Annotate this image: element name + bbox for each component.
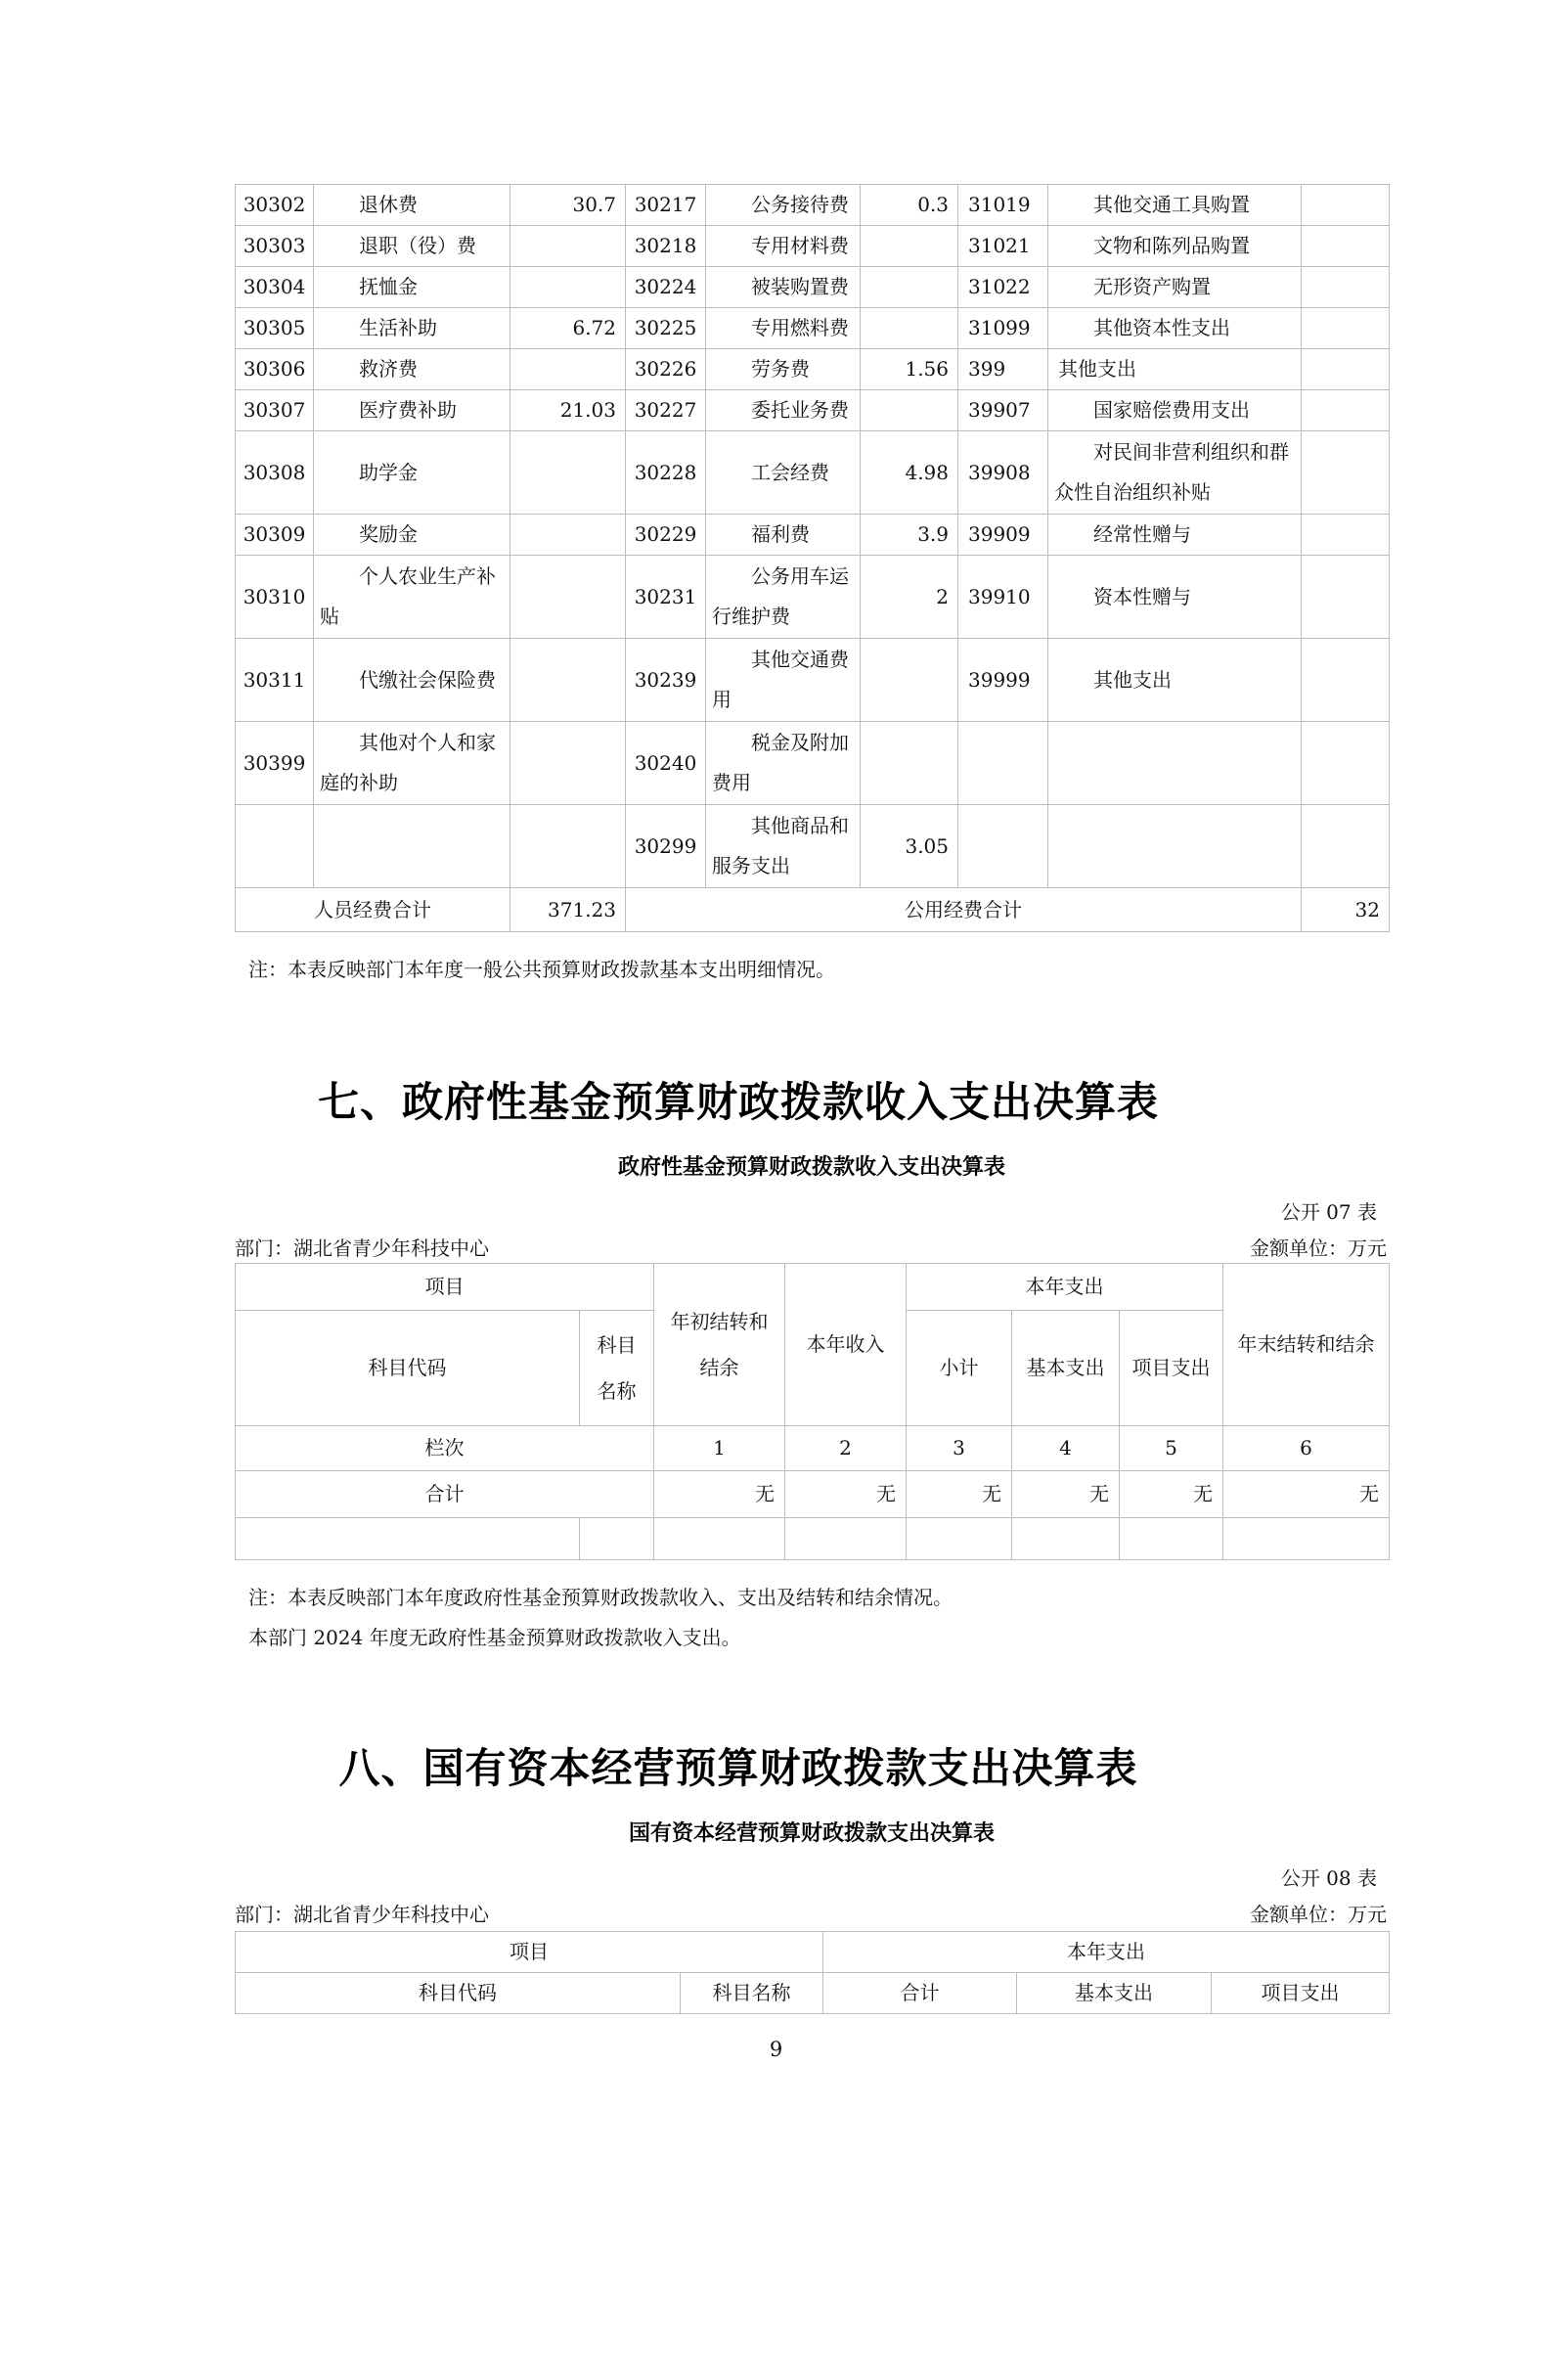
empty-cell: [580, 1518, 654, 1560]
code-cell: 30307: [236, 390, 314, 431]
income-header-cell: 本年收入: [785, 1264, 907, 1426]
name-cell: 委托业务费: [706, 390, 861, 431]
code-cell: 30310: [236, 556, 314, 639]
column-index-cell: 6: [1223, 1426, 1390, 1471]
value-cell: [1302, 431, 1390, 515]
table-row: [236, 185, 1390, 226]
empty-cell: [314, 805, 510, 888]
value-cell: [861, 722, 958, 805]
basic-header-cell: 基本支出: [1017, 1973, 1212, 2014]
column-index-cell: 2: [785, 1426, 907, 1471]
empty-cell: [958, 722, 1048, 805]
name-cell: 劳务费: [706, 349, 861, 390]
table-row: [236, 556, 1390, 639]
subtotal-header-cell: 小计: [907, 1311, 1012, 1426]
empty-cell: [1048, 722, 1302, 805]
name-cell: 专用材料费: [706, 226, 861, 267]
value-cell: [510, 722, 626, 805]
name-cell: 资本性赠与: [1048, 556, 1302, 639]
code-cell: 30239: [626, 639, 706, 722]
basic-header-cell: 基本支出: [1012, 1311, 1120, 1426]
code-cell: 30226: [626, 349, 706, 390]
section-7-subtitle: 政府性基金预算财政拨款收入支出决算表: [617, 1155, 1005, 1180]
code-cell: 30225: [626, 308, 706, 349]
name-cell: 助学金: [314, 431, 510, 515]
empty-cell: [654, 1518, 785, 1560]
total-value-cell: 无: [1223, 1471, 1390, 1518]
column-index-row: [236, 1426, 1390, 1471]
value-cell: [1302, 267, 1390, 308]
name-cell: 公务用车运行维护费: [706, 556, 861, 639]
item-header-cell: 项目: [236, 1264, 654, 1311]
empty-cell: [510, 805, 626, 888]
code-cell: 31021: [958, 226, 1048, 267]
code-cell: 30311: [236, 639, 314, 722]
unit-label: 金额单位：万元: [1250, 1903, 1387, 1926]
name-cell: 其他对个人和家庭的补助: [314, 722, 510, 805]
code-cell: 30224: [626, 267, 706, 308]
value-cell: [510, 226, 626, 267]
name-cell: 退休费: [314, 185, 510, 226]
public-total-label: 公用经费合计: [626, 888, 1302, 932]
department-line: [235, 1233, 1389, 1261]
name-header-cell: 科目名称: [580, 1311, 654, 1426]
name-cell: 经常性赠与: [1048, 515, 1302, 556]
code-header-cell: 科目代码: [236, 1973, 681, 2014]
name-cell: 其他交通工具购置: [1048, 185, 1302, 226]
code-header-cell: 科目代码: [236, 1311, 580, 1426]
name-cell: 其他支出: [1048, 639, 1302, 722]
value-cell: [1302, 639, 1390, 722]
expend-header-cell: 本年支出: [823, 1932, 1390, 1973]
personnel-total-value: 371.23: [510, 888, 626, 932]
name-cell: 国家赔偿费用支出: [1048, 390, 1302, 431]
section-8-heading: 八、国有资本经营预算财政拨款支出决算表: [338, 1744, 1138, 1792]
table-row: [236, 390, 1390, 431]
table-row: [236, 639, 1390, 722]
value-cell: [1302, 226, 1390, 267]
table-row: [236, 431, 1390, 515]
table-row: [236, 805, 1390, 888]
empty-cell: [1302, 722, 1390, 805]
end-balance-header-cell: 年末结转和结余: [1223, 1264, 1390, 1426]
total-value-cell: 无: [1120, 1471, 1223, 1518]
name-cell: 代缴社会保险费: [314, 639, 510, 722]
total-value-cell: 无: [1012, 1471, 1120, 1518]
section-7-heading: 七、政府性基金预算财政拨款收入支出决算表: [317, 1078, 1159, 1126]
total-value-cell: 无: [785, 1471, 907, 1518]
state-capital-budget-table: [235, 1931, 1390, 2014]
code-cell: 30227: [626, 390, 706, 431]
value-cell: 3.9: [861, 515, 958, 556]
code-cell: 30218: [626, 226, 706, 267]
name-cell: 医疗费补助: [314, 390, 510, 431]
name-cell: 对民间非营利组织和群众性自治组织补贴: [1048, 431, 1302, 515]
code-cell: 30231: [626, 556, 706, 639]
value-cell: 3.05: [861, 805, 958, 888]
sheet-number-07: 公开 07 表: [1280, 1200, 1377, 1224]
code-cell: 30305: [236, 308, 314, 349]
code-cell: 399: [958, 349, 1048, 390]
item-header-cell: 项目: [236, 1932, 823, 1973]
name-cell: 其他资本性支出: [1048, 308, 1302, 349]
header-row: [236, 1932, 1390, 1973]
personnel-total-label: 人员经费合计: [236, 888, 510, 932]
value-cell: [510, 349, 626, 390]
value-cell: 2: [861, 556, 958, 639]
total-value-cell: 无: [907, 1471, 1012, 1518]
name-cell: 工会经费: [706, 431, 861, 515]
name-cell: 文物和陈列品购置: [1048, 226, 1302, 267]
public-total-value: 32: [1302, 888, 1390, 932]
name-cell: 专用燃料费: [706, 308, 861, 349]
code-cell: 30299: [626, 805, 706, 888]
empty-cell: [1012, 1518, 1120, 1560]
value-cell: 1.56: [861, 349, 958, 390]
code-cell: 39909: [958, 515, 1048, 556]
department-label: 部门：湖北省青少年科技中心: [235, 1236, 489, 1260]
government-fund-budget-table: [235, 1263, 1390, 1560]
code-cell: 30308: [236, 431, 314, 515]
page-content: [235, 184, 1389, 2014]
value-cell: [1302, 390, 1390, 431]
name-cell: 其他交通费用: [706, 639, 861, 722]
value-cell: 4.98: [861, 431, 958, 515]
value-cell: [510, 515, 626, 556]
total-header-cell: 合计: [823, 1973, 1017, 2014]
column-index-label: 栏次: [236, 1426, 654, 1471]
begin-balance-header-cell: 年初结转和结余: [654, 1264, 785, 1426]
page-number: 9: [769, 2038, 783, 2061]
empty-cell: [236, 805, 314, 888]
value-cell: [1302, 515, 1390, 556]
code-cell: 30302: [236, 185, 314, 226]
department-line: [235, 1899, 1389, 1927]
empty-cell: [1048, 805, 1302, 888]
empty-cell: [1302, 805, 1390, 888]
table-row: [236, 226, 1390, 267]
table-note: 本部门 2024 年度无政府性基金预算财政拨款收入支出。: [248, 1626, 741, 1649]
empty-row: [236, 1518, 1390, 1560]
project-header-cell: 项目支出: [1120, 1311, 1223, 1426]
value-cell: [510, 431, 626, 515]
empty-cell: [1223, 1518, 1390, 1560]
value-cell: 0.3: [861, 185, 958, 226]
empty-cell: [958, 805, 1048, 888]
empty-cell: [785, 1518, 907, 1560]
name-cell: 生活补助: [314, 308, 510, 349]
value-cell: 6.72: [510, 308, 626, 349]
table-row: [236, 308, 1390, 349]
sheet-number-08: 公开 08 表: [1280, 1866, 1377, 1890]
basic-expenditure-detail-table: [235, 184, 1390, 932]
name-cell: 无形资产购置: [1048, 267, 1302, 308]
value-cell: [1302, 349, 1390, 390]
value-cell: [861, 639, 958, 722]
value-cell: [861, 308, 958, 349]
value-cell: [510, 639, 626, 722]
name-cell: 抚恤金: [314, 267, 510, 308]
value-cell: 30.7: [510, 185, 626, 226]
code-cell: 30304: [236, 267, 314, 308]
code-cell: 30309: [236, 515, 314, 556]
name-cell: 税金及附加费用: [706, 722, 861, 805]
code-cell: 39999: [958, 639, 1048, 722]
value-cell: [861, 390, 958, 431]
value-cell: [861, 267, 958, 308]
totals-row: [236, 888, 1390, 932]
code-cell: 30240: [626, 722, 706, 805]
name-cell: 福利费: [706, 515, 861, 556]
name-cell: 被装购置费: [706, 267, 861, 308]
code-cell: 30306: [236, 349, 314, 390]
unit-label: 金额单位：万元: [1250, 1236, 1387, 1260]
code-cell: 30229: [626, 515, 706, 556]
name-cell: 退职（役）费: [314, 226, 510, 267]
name-cell: 公务接待费: [706, 185, 861, 226]
value-cell: [861, 226, 958, 267]
section-8-subtitle: 国有资本经营预算财政拨款支出决算表: [628, 1821, 995, 1846]
code-cell: 31099: [958, 308, 1048, 349]
value-cell: [1302, 556, 1390, 639]
name-cell: 其他支出: [1048, 349, 1302, 390]
table-note: 注：本表反映部门本年度政府性基金预算财政拨款收入、支出及结转和结余情况。: [248, 1586, 953, 1609]
table-row: [236, 349, 1390, 390]
department-label: 部门：湖北省青少年科技中心: [235, 1903, 489, 1926]
value-cell: 21.03: [510, 390, 626, 431]
table-row: [236, 267, 1390, 308]
project-header-cell: 项目支出: [1212, 1973, 1390, 2014]
value-cell: [1302, 185, 1390, 226]
total-value-cell: 无: [654, 1471, 785, 1518]
name-cell: 个人农业生产补贴: [314, 556, 510, 639]
code-cell: 31022: [958, 267, 1048, 308]
value-cell: [510, 556, 626, 639]
code-cell: 39907: [958, 390, 1048, 431]
column-index-cell: 5: [1120, 1426, 1223, 1471]
column-index-cell: 1: [654, 1426, 785, 1471]
total-row: [236, 1471, 1390, 1518]
code-cell: 30399: [236, 722, 314, 805]
column-index-cell: 4: [1012, 1426, 1120, 1471]
name-cell: 救济费: [314, 349, 510, 390]
total-label-cell: 合计: [236, 1471, 654, 1518]
header-row: [236, 1973, 1390, 2014]
code-cell: 30217: [626, 185, 706, 226]
column-index-cell: 3: [907, 1426, 1012, 1471]
value-cell: [1302, 308, 1390, 349]
code-cell: 39910: [958, 556, 1048, 639]
table-row: [236, 722, 1390, 805]
empty-cell: [236, 1518, 580, 1560]
code-cell: 30228: [626, 431, 706, 515]
empty-cell: [1120, 1518, 1223, 1560]
name-cell: 奖励金: [314, 515, 510, 556]
header-row: [236, 1264, 1390, 1311]
table-note: 注：本表反映部门本年度一般公共预算财政拨款基本支出明细情况。: [248, 958, 835, 981]
table-row: [236, 515, 1390, 556]
expend-header-cell: 本年支出: [907, 1264, 1223, 1311]
code-cell: 30303: [236, 226, 314, 267]
code-cell: 31019: [958, 185, 1048, 226]
empty-cell: [907, 1518, 1012, 1560]
value-cell: [510, 267, 626, 308]
name-cell: 其他商品和服务支出: [706, 805, 861, 888]
code-cell: 39908: [958, 431, 1048, 515]
name-header-cell: 科目名称: [681, 1973, 823, 2014]
